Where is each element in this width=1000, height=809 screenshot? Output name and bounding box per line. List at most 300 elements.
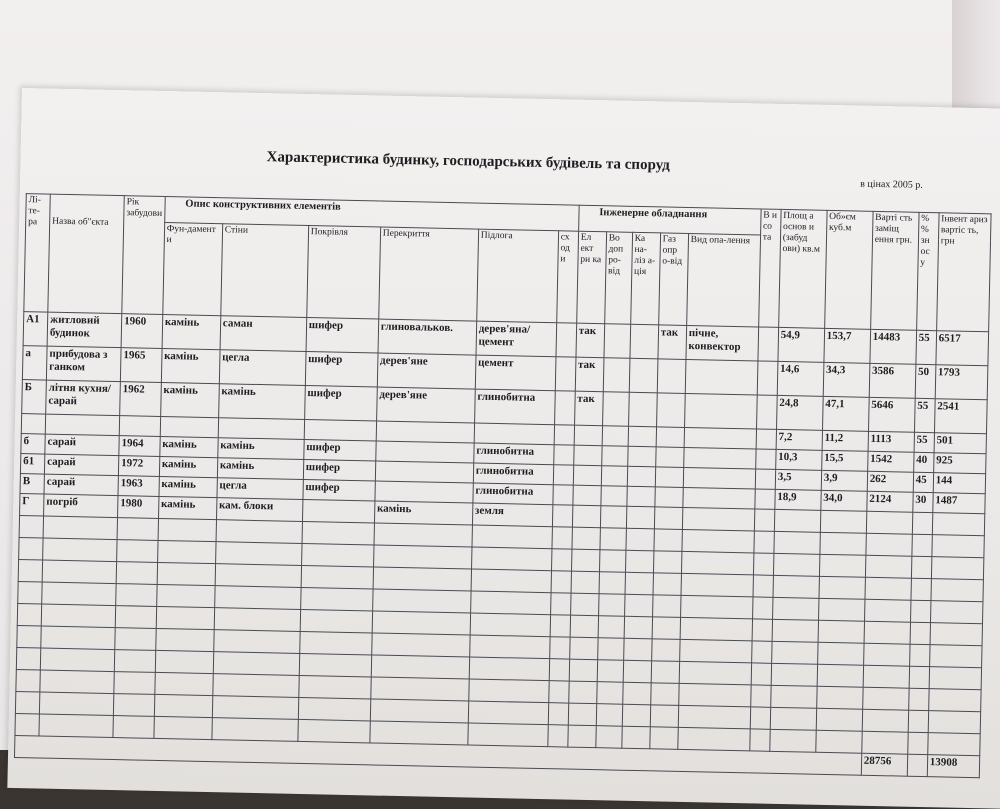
empty-cell [372, 611, 470, 635]
header-heating: Вид опа-лення [686, 233, 760, 326]
empty-cell [370, 721, 468, 745]
empty-cell [930, 601, 982, 624]
empty-cell [470, 613, 550, 637]
empty-cell [596, 682, 622, 705]
empty-cell [299, 631, 371, 655]
empty-cell [652, 617, 680, 640]
empty-cell [654, 529, 682, 552]
empty-cell [927, 733, 979, 756]
empty-cell [374, 523, 472, 547]
empty-cell [597, 638, 623, 661]
empty-cell [155, 672, 213, 695]
empty-cell [116, 562, 157, 585]
empty-cell [600, 528, 626, 551]
cell-wear: 50 [915, 364, 936, 398]
empty-cell [771, 641, 817, 664]
empty-cell [41, 626, 115, 650]
empty-cell [680, 617, 752, 641]
cell-stairs [555, 357, 576, 391]
cell-volume: 3,9 [821, 470, 867, 491]
cell-ceiling: дерев'яне [376, 387, 475, 423]
cell-floor: земля [472, 503, 552, 527]
empty-cell [552, 527, 572, 549]
empty-cell [213, 674, 299, 698]
empty-cell [471, 547, 551, 571]
empty-cell [548, 725, 568, 747]
empty-cell [625, 550, 653, 573]
empty-cell [40, 670, 114, 694]
empty-cell [817, 664, 863, 687]
cell-height [757, 361, 778, 395]
empty-cell [931, 579, 983, 602]
empty-cell [214, 586, 300, 610]
empty-cell [41, 604, 115, 628]
empty-cell [681, 573, 753, 597]
cell-year: 1962 [120, 382, 161, 417]
empty-cell [650, 705, 678, 728]
empty-cell [931, 557, 983, 580]
empty-cell [571, 549, 599, 572]
empty-cell [18, 582, 42, 604]
cell-height [755, 449, 775, 469]
empty-cell [116, 584, 157, 607]
cell-stairs [556, 323, 577, 357]
cell-litera [21, 414, 45, 434]
empty-cell [752, 597, 772, 619]
cell-height [755, 469, 775, 489]
empty-cell [216, 520, 302, 544]
cell-gas [657, 359, 686, 394]
cell-cost: 3586 [869, 363, 916, 398]
empty-cell [212, 696, 298, 720]
cell-water [601, 486, 627, 507]
empty-cell [472, 525, 552, 549]
empty-cell [371, 655, 469, 679]
empty-cell [932, 535, 984, 558]
empty-cell [653, 551, 681, 574]
header-litera: Лі-те-ра [24, 194, 50, 312]
empty-cell [652, 595, 680, 618]
cell-volume: 11,2 [822, 430, 868, 451]
empty-cell [551, 571, 571, 593]
empty-cell [750, 707, 770, 729]
cell-litera: В [20, 474, 44, 494]
empty-cell [370, 699, 468, 723]
empty-cell [911, 578, 931, 600]
empty-cell [751, 663, 771, 685]
empty-cell [928, 711, 980, 734]
cell-stairs [554, 391, 575, 425]
cell-water [601, 466, 627, 487]
cell-year: 1980 [118, 496, 159, 519]
empty-cell [371, 633, 469, 657]
cell-walls: камінь [218, 438, 304, 460]
cell-wear: 40 [913, 452, 933, 472]
header-foundation: Фун-дамент и [163, 223, 223, 316]
empty-cell [117, 518, 158, 541]
empty-cell [772, 597, 818, 620]
cell-floor: глинобитна [474, 389, 555, 425]
header-inventory: Інвент ариз вартіс ть, грн [936, 213, 990, 332]
cell-height [756, 429, 776, 449]
cell-gas [654, 507, 682, 530]
cell-electric [572, 505, 600, 528]
empty-cell [468, 701, 548, 725]
cell-height [754, 509, 774, 531]
cell-electric: так [574, 391, 603, 426]
cell-name: прибудова з ганком [46, 346, 121, 382]
empty-cell [548, 681, 568, 703]
cell-stairs [553, 465, 573, 485]
empty-cell [680, 595, 752, 619]
empty-cell [16, 670, 40, 692]
cell-walls: камінь [217, 458, 303, 480]
empty-cell [549, 637, 569, 659]
empty-cell [113, 694, 154, 717]
cell-year [119, 416, 160, 437]
empty-cell [773, 553, 819, 576]
cell-floor: дерев'яна/ цемент [476, 321, 557, 357]
empty-cell [774, 531, 820, 554]
cell-year: 1972 [118, 456, 159, 477]
empty-cell [653, 573, 681, 596]
cell-gas [655, 487, 683, 508]
empty-cell [157, 540, 215, 563]
characteristics-table [14, 193, 991, 778]
empty-cell [569, 659, 597, 682]
empty-cell [568, 681, 596, 704]
cell-walls: кам. блоки [216, 498, 302, 522]
empty-cell [215, 564, 301, 588]
cell-floor: глинобитна [473, 483, 553, 505]
total-cost: 28756 [861, 753, 907, 776]
header-sewer: Ка на-ліз а-ція [630, 232, 660, 325]
empty-cell [865, 555, 911, 578]
empty-cell [865, 577, 911, 600]
cell-inventory: 6517 [936, 331, 989, 366]
totals-gap [907, 754, 927, 776]
empty-cell [626, 528, 654, 551]
empty-cell [679, 661, 751, 685]
cell-sewer [627, 446, 655, 467]
empty-cell [568, 725, 596, 748]
empty-cell [17, 626, 41, 648]
empty-cell [625, 572, 653, 595]
empty-cell [753, 553, 773, 575]
cell-name [45, 414, 119, 436]
empty-cell [157, 562, 215, 585]
cell-foundation: камінь [161, 348, 220, 383]
cell-litera: б1 [20, 454, 44, 474]
cell-heating [683, 487, 755, 509]
cell-roof: шифер [303, 479, 375, 501]
empty-cell [753, 575, 773, 597]
cell-walls: камінь [218, 384, 305, 420]
header-stairs: сх од и [556, 231, 578, 323]
empty-cell [752, 619, 772, 641]
empty-cell [301, 565, 373, 589]
cell-floor: цемент [475, 355, 556, 391]
cell-roof: шифер [305, 352, 378, 388]
cell-electric [574, 425, 602, 446]
cell-walls: саман [220, 316, 307, 352]
empty-cell [570, 615, 598, 638]
empty-cell [39, 714, 113, 738]
empty-cell [863, 643, 909, 666]
cell-foundation: камінь [162, 314, 221, 349]
empty-cell [19, 516, 43, 538]
cell-heating [684, 427, 756, 449]
header-floor: Підлога [476, 229, 558, 323]
empty-cell [551, 549, 571, 571]
empty-cell [862, 709, 908, 732]
empty-cell [596, 726, 622, 749]
cell-ceiling [376, 421, 474, 443]
cell-gas [656, 393, 685, 428]
cell-height [758, 327, 779, 361]
empty-cell [154, 716, 212, 739]
cell-water [602, 392, 629, 427]
cell-ceiling [375, 481, 473, 503]
empty-cell [42, 582, 116, 606]
empty-cell [299, 675, 371, 699]
cell-inventory: 501 [934, 433, 986, 454]
empty-cell [770, 685, 816, 708]
cell-cost: 5646 [868, 397, 915, 432]
cell-roof: шифер [303, 459, 375, 481]
empty-cell [678, 683, 750, 707]
empty-cell [372, 589, 470, 613]
empty-cell [622, 726, 650, 749]
cell-litera: Б [22, 380, 47, 414]
cell-name: житловий будинок [47, 312, 122, 348]
empty-cell [650, 683, 678, 706]
cell-electric [573, 465, 601, 486]
cell-inventory: 2541 [934, 399, 987, 434]
empty-cell [908, 710, 928, 732]
empty-cell [299, 653, 371, 677]
cell-area: 7,2 [776, 429, 822, 450]
cell-ceiling: камінь [374, 501, 472, 525]
empty-cell [623, 638, 651, 661]
empty-cell [930, 623, 982, 646]
cell-sewer [627, 486, 655, 507]
empty-cell [651, 661, 679, 684]
header-electric: Ел ект ри ка [576, 231, 606, 324]
cell-cost: 2124 [867, 491, 913, 512]
empty-cell [862, 731, 908, 754]
empty-cell [17, 604, 41, 626]
empty-cell [298, 697, 370, 721]
empty-cell [772, 619, 818, 642]
cell-stairs [554, 425, 574, 445]
cell-water [601, 446, 627, 467]
header-cost: Варті сть заміщ ення грн. [870, 211, 918, 330]
empty-cell [569, 637, 597, 660]
empty-cell [115, 628, 156, 651]
cell-height [756, 395, 777, 429]
empty-cell [624, 594, 652, 617]
header-ceiling: Перекриття [378, 227, 478, 321]
empty-cell [679, 639, 751, 663]
cell-area: 24,8 [776, 395, 823, 430]
cell-floor [474, 423, 554, 445]
empty-cell [39, 692, 113, 716]
header-walls: Стіни [221, 224, 309, 318]
empty-cell [820, 532, 866, 555]
empty-cell [817, 642, 863, 665]
cell-sewer [629, 358, 658, 393]
empty-cell [215, 542, 301, 566]
empty-cell [113, 716, 154, 739]
empty-cell [568, 703, 596, 726]
cell-gas [655, 467, 683, 488]
empty-cell [19, 538, 43, 560]
empty-cell [622, 704, 650, 727]
empty-cell [907, 732, 927, 754]
empty-cell [597, 660, 623, 683]
empty-cell [863, 665, 909, 688]
cell-gas: так [658, 325, 687, 360]
empty-cell [572, 527, 600, 550]
empty-cell [469, 657, 549, 681]
empty-cell [819, 576, 865, 599]
empty-cell [214, 608, 300, 632]
empty-cell [911, 556, 931, 578]
cell-wear: 55 [914, 398, 935, 432]
cell-water [600, 506, 626, 529]
empty-cell [819, 554, 865, 577]
empty-cell [816, 686, 862, 709]
cell-area: 54,9 [778, 327, 825, 362]
page-title: Характеристика будинку, господарських будівель та споруд [266, 149, 670, 174]
empty-cell [156, 584, 214, 607]
empty-cell [40, 648, 114, 672]
cell-electric [573, 485, 601, 506]
cell-stairs [553, 485, 573, 505]
cell-height [755, 489, 775, 509]
empty-cell [909, 666, 929, 688]
cell-water [603, 358, 630, 393]
empty-cell [471, 569, 551, 593]
header-area: Площ а основ и (забуд ови) кв.м [778, 209, 826, 328]
header-water: Во доп ро-від [604, 232, 632, 325]
empty-cell [908, 688, 928, 710]
empty-cell [864, 621, 910, 644]
empty-cell [678, 727, 750, 751]
empty-cell [302, 521, 374, 545]
cell-wear: 30 [913, 492, 933, 512]
empty-cell [114, 650, 155, 673]
cell-cost: 1113 [868, 431, 914, 452]
empty-cell [818, 620, 864, 643]
empty-cell [212, 718, 298, 742]
cell-inventory: 1793 [935, 365, 988, 400]
empty-cell [864, 599, 910, 622]
cell-heating: пічне, конвектор [686, 325, 759, 361]
cell-year: 1964 [119, 436, 160, 457]
empty-cell [929, 667, 981, 690]
cell-sewer [626, 506, 654, 529]
empty-cell [570, 593, 598, 616]
header-engineering-group: Інженерне обладнання [578, 205, 761, 235]
cell-ceiling: глиновальков. [378, 319, 477, 355]
cell-stairs [552, 505, 572, 527]
header-construct-group: Опис конструктивних елементів [164, 197, 578, 232]
empty-cell [650, 727, 678, 750]
cell-sewer [628, 426, 656, 447]
price-note: в цінах 2005 р. [860, 178, 923, 191]
cell-roof: шифер [304, 439, 376, 461]
empty-cell [912, 534, 932, 556]
empty-cell [770, 729, 816, 752]
cell-gas [655, 447, 683, 468]
empty-cell [469, 635, 549, 659]
cell-cost: 262 [867, 471, 913, 492]
empty-cell [770, 707, 816, 730]
cell-ceiling [375, 461, 473, 483]
empty-cell [910, 622, 930, 644]
cell-foundation: камінь [159, 476, 217, 497]
empty-cell [114, 672, 155, 695]
cell-heating [683, 467, 755, 489]
empty-cell [115, 606, 156, 629]
document-sheet [7, 88, 1000, 809]
cell-heating [682, 507, 754, 531]
cell-name: погріб [44, 494, 118, 518]
cell-heating [685, 359, 758, 395]
cell-area: 18,9 [775, 489, 821, 510]
empty-cell [750, 729, 770, 751]
cell-volume: 34,3 [823, 362, 870, 397]
cell-foundation: камінь [160, 382, 219, 417]
empty-cell [678, 705, 750, 729]
cell-roof [302, 499, 374, 523]
empty-cell [681, 551, 753, 575]
cell-electric: так [576, 323, 605, 358]
empty-cell [751, 641, 771, 663]
cell-gas [656, 427, 684, 448]
empty-cell [816, 708, 862, 731]
cell-wear: 45 [913, 472, 933, 492]
cell-foundation: камінь [160, 436, 218, 457]
cell-walls: цегла [219, 350, 306, 386]
cell-foundation: камінь [159, 456, 217, 477]
cell-litera: Г [20, 494, 44, 516]
cell-cost: 1542 [867, 451, 913, 472]
empty-cell [155, 650, 213, 673]
cell-wear [912, 512, 932, 534]
empty-cell [213, 630, 299, 654]
empty-cell [909, 644, 929, 666]
empty-cell [550, 593, 570, 615]
empty-cell [550, 615, 570, 637]
cell-volume: 47,1 [822, 396, 869, 431]
cell-name: сарай [44, 474, 118, 496]
cell-walls: цегла [217, 478, 303, 500]
empty-cell [929, 645, 981, 668]
cell-floor: глинобитна [473, 463, 553, 485]
empty-cell [549, 659, 569, 681]
empty-cell [818, 598, 864, 621]
cell-electric [573, 445, 601, 466]
cell-area: 10,3 [775, 449, 821, 470]
cell-inventory: 144 [933, 473, 985, 494]
cell-walls [218, 418, 304, 440]
empty-cell [596, 704, 622, 727]
empty-cell [866, 533, 912, 556]
cell-inventory: 925 [933, 453, 985, 474]
